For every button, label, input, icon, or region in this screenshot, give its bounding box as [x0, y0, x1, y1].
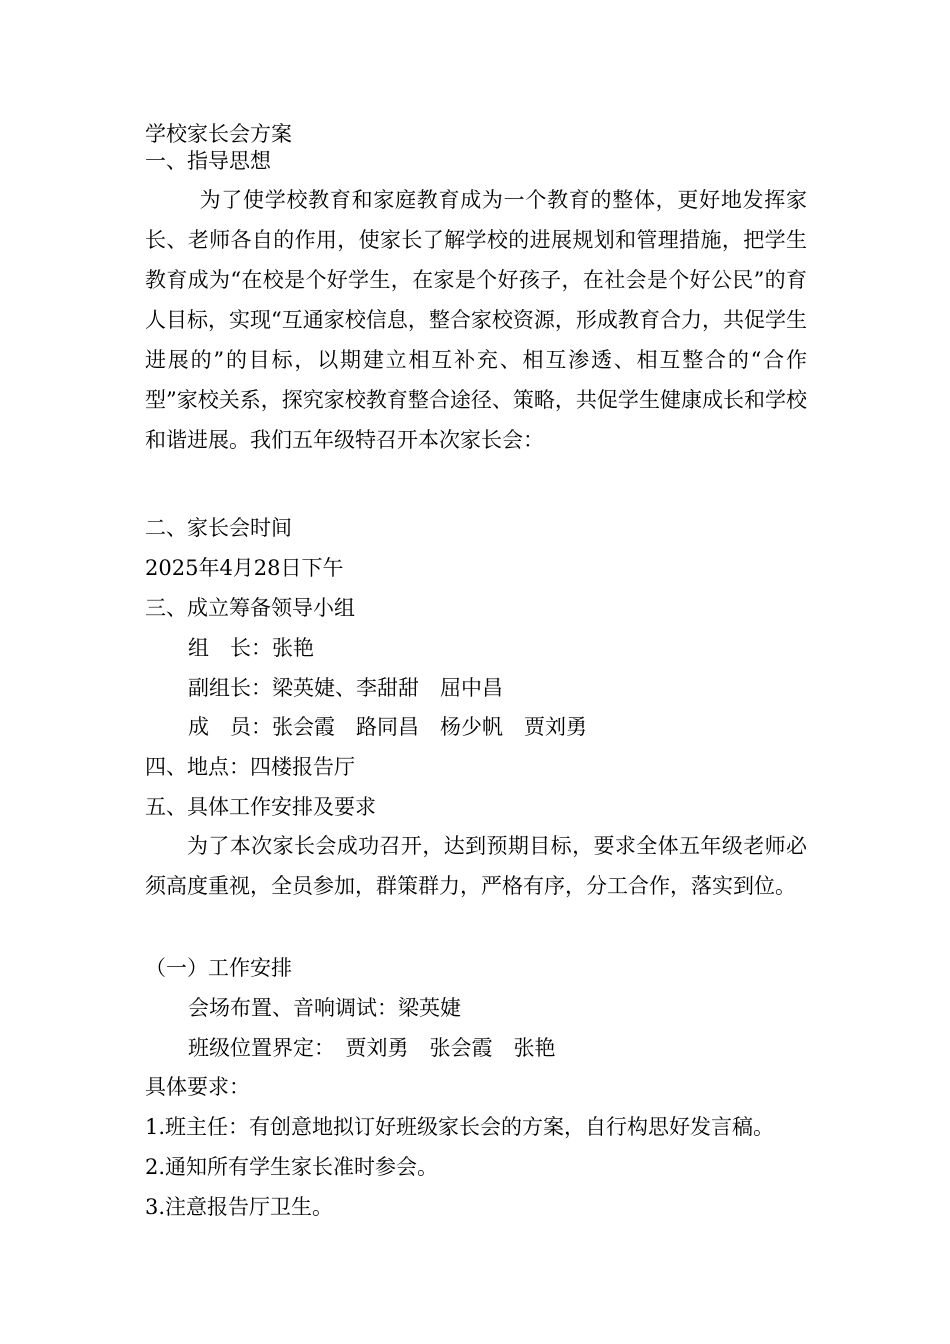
requirement-item-2: 2.通知所有学生家长准时参会。 [145, 1155, 439, 1179]
document-title: 学校家长会方案 [145, 122, 292, 146]
group-vice-leaders: 副组长：梁英婕、李甜甜 屈中昌 [188, 676, 503, 700]
paragraph-work-requirements: 为了本次家长会成功召开，达到预期目标，要求全体五年级老师必须高度重视，全员参加，群策群力，严格有序，分工合作，落实到位。 [145, 834, 807, 898]
subsection-heading-work-arrangement: （一）工作安排 [145, 956, 292, 980]
paragraph-guiding-ideology: 为了使学校教育和家庭教育成为一个教育的整体，更好地发挥家长、老师各自的作用，使家长了解学校的进展规划和管理措施，把学生教育成为“在校是个好学生，在家是个好孩子，在社会是个好公民”的育人目标，实现“互通家校信息，整合家校资源，形成教育合力，共促学生进展的”的目标，以期建立相互补充、相互渗透、相互整合的“合作型”家校关系，探究家校教育整合途径、策略，共促学生健康成长和学校和谐进展。我们五年级特召开本次家长会： [145, 188, 807, 452]
group-members: 成 员：张会霞 路同昌 杨少帆 贾刘勇 [188, 715, 587, 739]
meeting-time-value: 2025年4月28日下午 [145, 556, 344, 580]
requirement-item-1: 1.班主任：有创意地拟订好班级家长会的方案，自行构思好发言稿。 [145, 1115, 775, 1139]
section-heading-preparatory-group: 三、成立筹备领导小组 [145, 596, 355, 620]
requirements-heading: 具体要求： [145, 1075, 250, 1099]
work-item-venue-setup: 会场布置、音响调试：梁英婕 [188, 996, 461, 1020]
section-heading-guiding-ideology: 一、指导思想 [145, 149, 271, 173]
section-heading-meeting-time: 二、家长会时间 [145, 516, 292, 540]
group-leader: 组 长：张艳 [188, 636, 314, 660]
requirement-item-3: 3.注意报告厅卫生。 [145, 1195, 334, 1219]
work-item-class-positions: 班级位置界定： 贾刘勇 张会霞 张艳 [188, 1036, 556, 1060]
section-heading-location: 四、地点：四楼报告厅 [145, 755, 355, 779]
section-heading-work-arrangement: 五、具体工作安排及要求 [145, 795, 376, 819]
